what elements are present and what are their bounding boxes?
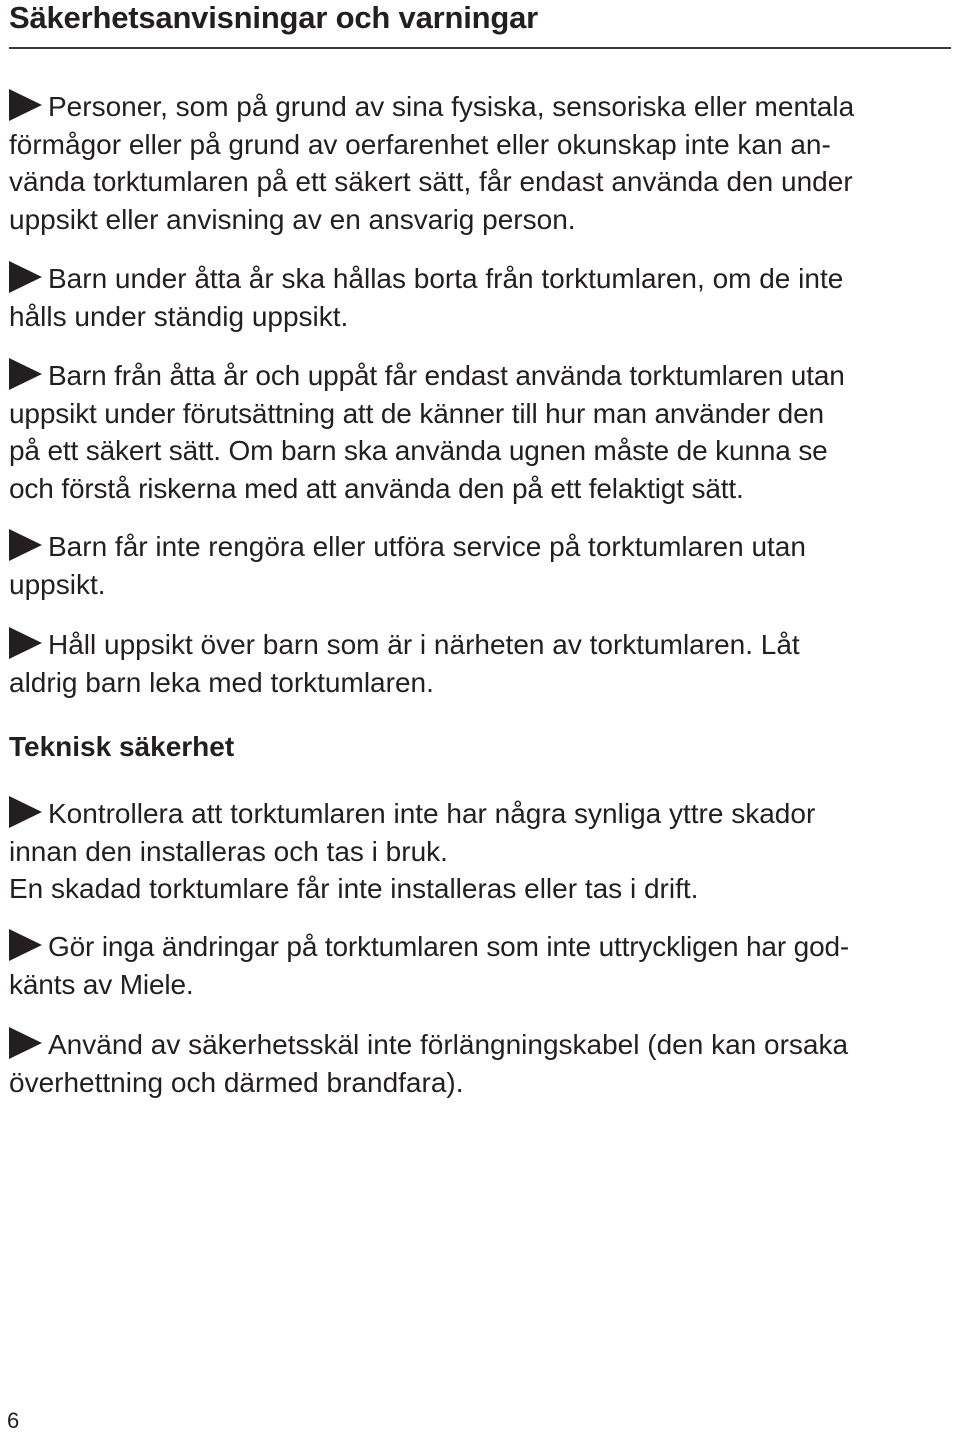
warning-item <box>9 626 959 701</box>
technical-text: Gör inga ändringar på torktumlaren som inte uttryckligen har god- känts av Miele. <box>9 931 850 1000</box>
technical-item <box>9 795 959 908</box>
warning-text: Håll uppsikt över barn som är i närheten av torktumlaren. Låt aldrig barn leka med torktumlaren. <box>9 629 800 698</box>
warning-text: Barn under åtta år ska hållas borta från torktumlaren, om de inte hålls under ständig uppsikt. <box>9 263 844 332</box>
technical-text: Använd av säkerhetsskäl inte förlängningskabel (den kan orsaka överhettning och därmed brandfara). <box>9 1029 849 1098</box>
technical-text: Kontrollera att torktumlaren inte har några synliga yttre skador innan den installeras och tas i bruk. En skadad torktumlare får inte installeras eller tas i drift. <box>9 798 816 904</box>
page-title: Säkerhetsanvisningar och varningar <box>9 0 539 35</box>
warning-text: Barn från åtta år och uppåt får endast använda torktumlaren utan uppsikt under förutsättning att de känner till hur man använder den på ett säkert sätt. Om barn ska använda ugnen måste de kunna se och förstå riskerna med att använda den på ett felaktigt sätt. <box>9 360 845 504</box>
warning-text: Personer, som på grund av sina fysiska, sensoriska eller mentala förmågor eller på grund av oerfarenhet eller okunskap inte kan an- vända torktumlaren på ett säkert sätt, får endast använda den under uppsikt eller anvisning av en ansvarig person. <box>9 91 855 235</box>
play-arrow-icon <box>9 358 42 390</box>
warning-text: Barn får inte rengöra eller utföra service på torktumlaren utan uppsikt. <box>9 531 806 600</box>
play-arrow-icon <box>9 627 42 659</box>
play-arrow-icon <box>9 929 42 961</box>
play-arrow-icon <box>9 89 42 121</box>
play-arrow-icon <box>9 529 42 561</box>
warning-item <box>9 88 959 238</box>
warning-item <box>9 260 959 335</box>
warning-item <box>9 357 959 507</box>
page-number: 6 <box>7 1408 20 1433</box>
technical-item <box>9 928 959 1003</box>
play-arrow-icon <box>9 261 42 293</box>
warning-item <box>9 528 959 603</box>
section-heading-technical-safety: Teknisk säkerhet <box>9 731 235 762</box>
technical-item <box>9 1026 959 1101</box>
title-divider <box>9 47 951 49</box>
play-arrow-icon <box>9 1027 42 1059</box>
play-arrow-icon <box>9 796 42 828</box>
